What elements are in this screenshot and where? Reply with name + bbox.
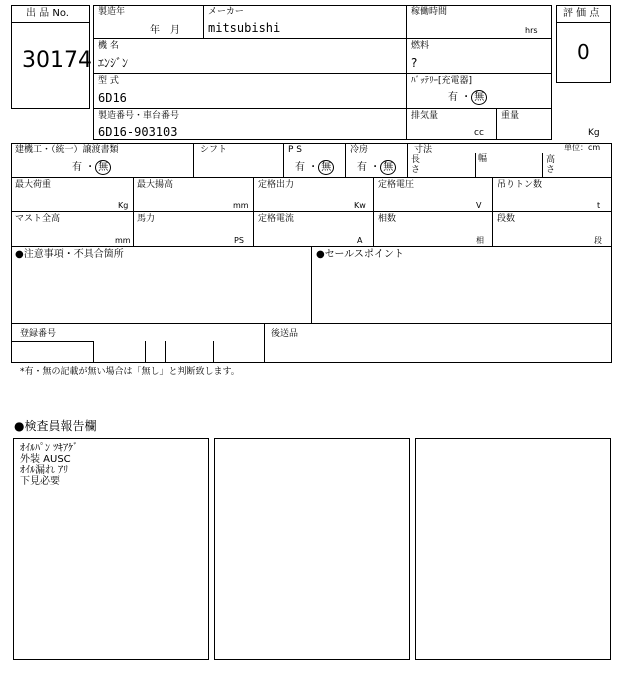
max-load-label: 最大荷重 xyxy=(15,180,52,190)
transfer-yes: 有 ・ xyxy=(72,162,96,173)
rated-current-unit: A xyxy=(357,236,363,245)
rating-value: 0 xyxy=(577,40,590,64)
width-label: 幅 xyxy=(478,154,488,164)
hp-label: 馬力 xyxy=(137,214,156,224)
battery-label: ﾊﾞｯﾃﾘｰ[充電器] xyxy=(411,76,473,86)
height-label: 高 さ xyxy=(546,155,556,175)
dims-label: 寸法 xyxy=(414,145,433,155)
rated-current-label: 定格電流 xyxy=(258,214,295,224)
mast-label: マスト全高 xyxy=(15,214,61,224)
rated-output-label: 定格出力 xyxy=(258,180,295,190)
cooling-no: 無 xyxy=(380,160,396,175)
inspector-box-3 xyxy=(415,438,611,660)
cooling-choice xyxy=(357,160,396,175)
displacement-label: 排気量 xyxy=(411,111,439,121)
caution-label: ●注意事項・不具合箇所 xyxy=(15,249,124,260)
sales-point-label: ●セールスポイント xyxy=(316,249,404,260)
ps-label: P S xyxy=(288,145,303,155)
inspector-title: ●検査員報告欄 xyxy=(14,419,97,433)
hp-unit: PS xyxy=(234,236,244,245)
steps-unit: 段 xyxy=(594,236,602,245)
ps-yes: 有 ・ xyxy=(295,162,319,173)
dims-unit-note: 単位：cm xyxy=(564,143,601,152)
battery-no: 無 xyxy=(471,90,487,105)
rating-label: 評 価 点 xyxy=(563,8,600,19)
model-name-label: 機 名 xyxy=(98,41,119,51)
cooling-yes: 有 ・ xyxy=(357,162,381,173)
footnote: *有・無の記載が無い場合は「無し」と判断致します。 xyxy=(20,367,240,377)
lot-no: 30174 xyxy=(22,48,92,73)
phase-label: 相数 xyxy=(378,214,397,224)
serial-label: 製造番号・車台番号 xyxy=(98,111,180,121)
year-suffix: 年 月 xyxy=(150,25,180,36)
maker-value: mitsubishi xyxy=(208,21,281,35)
rated-voltage-label: 定格電圧 xyxy=(378,180,415,190)
inspector-line: 外装 AUSC xyxy=(20,454,71,465)
weight-label: 重量 xyxy=(501,111,520,121)
transfer-docs-choice xyxy=(72,160,111,175)
max-lift-label: 最大揚高 xyxy=(137,180,174,190)
lot-no-label: 出 品 No. xyxy=(26,8,69,19)
battery-yes: 有 ・ xyxy=(448,92,472,103)
hoist-label: 吊りトン数 xyxy=(497,180,543,190)
model-name-value: ｴﾝｼﾞﾝ xyxy=(98,56,129,70)
hours-unit: hrs xyxy=(525,26,538,35)
weight-unit: Kg xyxy=(588,128,600,138)
inspector-notes xyxy=(20,443,78,487)
max-load-unit: Kg xyxy=(118,201,129,210)
phase-unit: 相 xyxy=(476,236,484,245)
year-label: 製造年 xyxy=(98,7,126,17)
later-shipment-label: 後送品 xyxy=(271,329,299,339)
hours-label: 稼働時間 xyxy=(411,7,448,17)
displacement-unit: cc xyxy=(474,128,484,138)
steps-label: 段数 xyxy=(497,214,516,224)
transfer-no: 無 xyxy=(95,160,111,175)
mast-unit: mm xyxy=(115,236,131,245)
registration-label: 登録番号 xyxy=(20,329,57,339)
fuel-value: ? xyxy=(411,56,418,70)
maker-label: メーカー xyxy=(208,7,244,17)
model-type-label: 型 式 xyxy=(98,76,119,86)
max-lift-unit: mm xyxy=(233,201,249,210)
cooling-label: 冷房 xyxy=(350,145,369,155)
shift-label: シフト xyxy=(200,145,228,155)
inspector-box-2 xyxy=(214,438,410,660)
ps-choice xyxy=(295,160,334,175)
length-label: 長 さ xyxy=(411,155,421,175)
inspector-line: ｵｲﾙ漏れ ｱﾘ xyxy=(20,465,69,476)
serial-value: 6D16-903103 xyxy=(98,125,178,139)
transfer-docs-label: 建機工・（統一）譲渡書類 xyxy=(15,145,119,155)
fuel-label: 燃料 xyxy=(411,41,430,51)
rated-output-unit: Kw xyxy=(354,201,366,210)
model-type-value: 6D16 xyxy=(98,91,127,105)
ps-no: 無 xyxy=(318,160,334,175)
inspector-line: 下見必要 xyxy=(20,476,60,487)
rated-voltage-unit: V xyxy=(476,201,482,210)
inspector-line: ｵｲﾙﾊﾟﾝ ﾂｷｱｹﾞ xyxy=(20,443,79,454)
hoist-unit: t xyxy=(597,201,601,210)
battery-choice xyxy=(448,90,487,105)
